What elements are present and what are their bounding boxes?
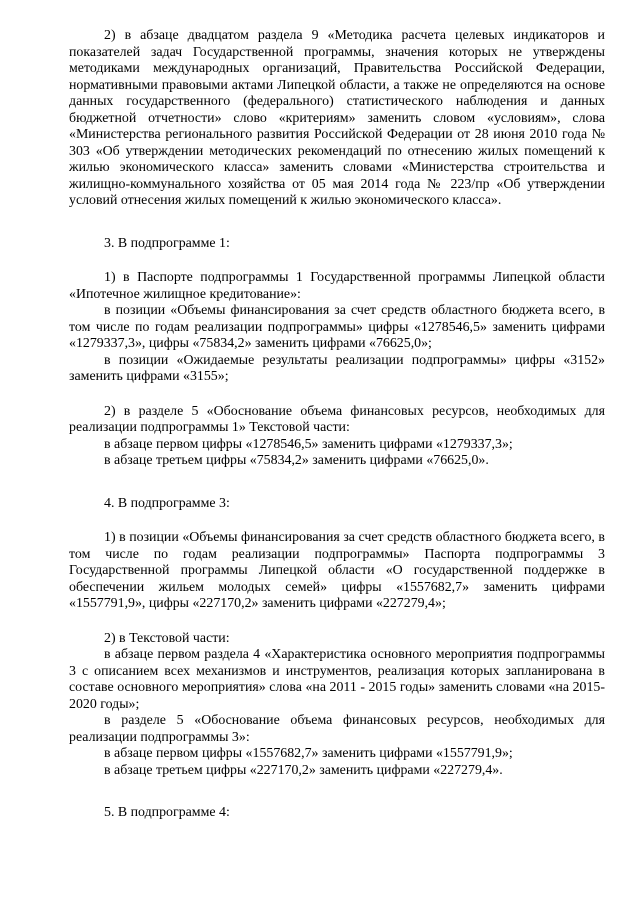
paragraph-section-5-item: 2) в разделе 5 «Обоснование объема финансовых ресурсов, необходимых для реализации подпрограммы 1» Текстовой части: <box>69 403 605 435</box>
section-5-heading: 5. В подпрограмме 4: <box>104 805 230 820</box>
paragraph-sub3-financing: 1) в позиции «Объемы финансирования за счет средств областного бюджета всего, в том числе по годам реализации подпрограммы» Паспорта подпрограммы 3 Государственной программы Липецкой области «О государственной поддержке в обеспечении жильем молодых семей» цифры «1557682,7» заменить цифрами «1557791,9», цифры «227170,2» заменить цифрами «227279,4»; <box>69 530 605 611</box>
paragraph-sub3-first-abzac: в абзаце первом цифры «1557682,7» заменить цифрами «1557791,9»; <box>104 746 513 761</box>
section-3-heading: 3. В подпрограмме 1: <box>104 235 230 251</box>
section-4-heading: 4. В подпрограмме 3: <box>104 495 230 511</box>
paragraph-section-4-first: в абзаце первом раздела 4 «Характеристика основного мероприятия подпрограммы 3 с описанием всех механизмов и инструментов, реализация которых запланирована в составе основного мероприятия» слова «на 2011 - 2015 годы» заменить словами «на 2015-2020 годы»; <box>69 647 605 712</box>
paragraph-passport-item: 1) в Паспорте подпрограммы 1 Государственной программы Липецкой области «Ипотечное жилищное кредитование»: <box>69 270 605 302</box>
paragraph-2-item: 2) в абзаце двадцатом раздела 9 «Методика расчета целевых индикаторов и показателей задач Государственной программы, значения которых не утверждены методиками международных организаций, Правительства Российской Федерации, нормативными правовыми актами Липецкой области, а также не определяются на основе данных государственного (федерального) статистического наблюдения и данных бюджетной отчетности» слово «критериям» заменить словом «условиям», слова «Министерства регионального развития Российской Федерации от 28 июня 2010 года № 303 «Об утверждении методических рекомендаций по отнесению жилых помещений к жилью экономического класса» заменить словами «Министерства строительства и жилищно-коммунального хозяйства от 05 мая 2014 года № 223/пр «Об утверждении условий отнесения жилых помещений к жилью экономического класса». <box>69 28 605 208</box>
paragraph-financing-position: в позиции «Объемы финансирования за счет средств областного бюджета всего, в том числе по годам реализации подпрограммы» цифры «1278546,5» заменить цифрами «1279337,3», цифры «75834,2» заменить цифрами «76625,0»; <box>69 303 605 351</box>
paragraph-third-abzac: в абзаце третьем цифры «75834,2» заменить цифрами «76625,0». <box>104 453 489 468</box>
paragraph-first-abzac: в абзаце первом цифры «1278546,5» заменить цифрами «1279337,3»; <box>104 436 513 452</box>
paragraph-expected-results: в позиции «Ожидаемые результаты реализации подпрограммы» цифры «3152» заменить цифрами «3155»; <box>69 352 605 384</box>
document-page <box>69 28 605 822</box>
paragraph-section-5-sub3: в разделе 5 «Обоснование объема финансовых ресурсов, необходимых для реализации подпрограммы 3»: <box>69 713 605 745</box>
paragraph-sub3-third-abzac: в абзаце третьем цифры «227170,2» заменить цифрами «227279,4». <box>104 762 503 778</box>
paragraph-text-part: 2) в Текстовой части: <box>104 630 230 646</box>
